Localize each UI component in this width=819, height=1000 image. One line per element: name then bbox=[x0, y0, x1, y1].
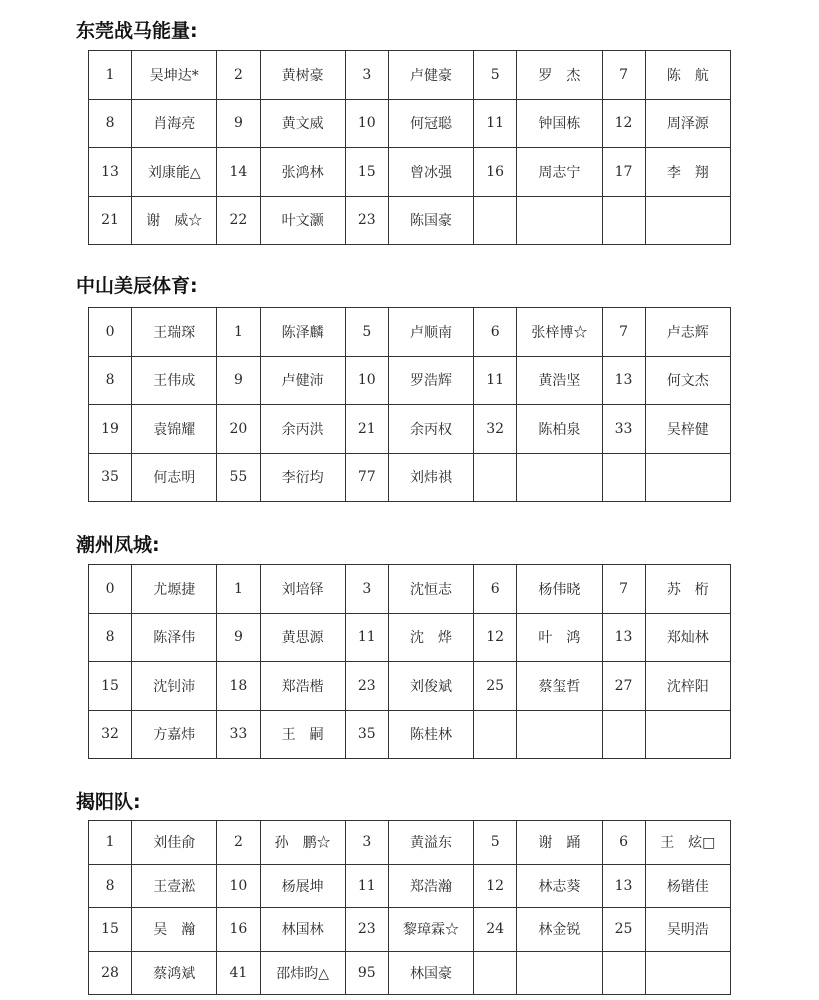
jersey-number-cell: 0 bbox=[89, 565, 132, 614]
player-name-cell: 郑灿林 bbox=[645, 613, 730, 662]
jersey-number-cell: 10 bbox=[345, 356, 388, 405]
player-name-cell: 周泽源 bbox=[645, 99, 730, 148]
player-name-cell bbox=[645, 710, 730, 759]
table-row bbox=[89, 308, 731, 357]
jersey-number-cell bbox=[602, 710, 645, 759]
jersey-number-cell: 12 bbox=[474, 864, 517, 908]
player-name-cell: 陈泽伟 bbox=[132, 613, 217, 662]
player-name-cell: 黄树豪 bbox=[260, 51, 345, 100]
jersey-number-cell: 8 bbox=[89, 613, 132, 662]
team-title-jieyang: 揭阳队: bbox=[76, 791, 141, 813]
roster-table-chaozhou bbox=[88, 564, 731, 759]
player-name-cell: 沈钊沛 bbox=[132, 662, 217, 711]
player-name-cell: 叶文灏 bbox=[260, 196, 345, 245]
player-name-cell: 何冠聪 bbox=[388, 99, 473, 148]
player-name-cell: 林志葵 bbox=[517, 864, 602, 908]
player-name-cell: 钟国栋 bbox=[517, 99, 602, 148]
player-name-cell: 罗 杰 bbox=[517, 51, 602, 100]
jersey-number-cell: 33 bbox=[217, 710, 260, 759]
jersey-number-cell: 12 bbox=[602, 99, 645, 148]
jersey-number-cell: 5 bbox=[474, 821, 517, 865]
jersey-number-cell: 35 bbox=[345, 710, 388, 759]
player-name-cell: 卢志辉 bbox=[645, 308, 730, 357]
jersey-number-cell: 2 bbox=[217, 51, 260, 100]
jersey-number-cell: 77 bbox=[345, 453, 388, 502]
table-row bbox=[89, 51, 731, 100]
jersey-number-cell: 7 bbox=[602, 565, 645, 614]
table-row bbox=[89, 148, 731, 197]
jersey-number-cell: 21 bbox=[89, 196, 132, 245]
player-name-cell: 沈梓阳 bbox=[645, 662, 730, 711]
player-name-cell: 邵炜昀△ bbox=[260, 951, 345, 995]
player-name-cell: 卢健沛 bbox=[260, 356, 345, 405]
jersey-number-cell: 41 bbox=[217, 951, 260, 995]
player-name-cell: 黄思源 bbox=[260, 613, 345, 662]
player-name-cell: 张梓博☆ bbox=[517, 308, 602, 357]
jersey-number-cell: 25 bbox=[602, 908, 645, 952]
jersey-number-cell: 35 bbox=[89, 453, 132, 502]
jersey-number-cell bbox=[602, 196, 645, 245]
player-name-cell bbox=[645, 196, 730, 245]
table-row bbox=[89, 196, 731, 245]
player-name-cell: 王 嗣 bbox=[260, 710, 345, 759]
player-name-cell: 林国林 bbox=[260, 908, 345, 952]
player-name-cell: 郑浩楷 bbox=[260, 662, 345, 711]
player-name-cell: 肖海亮 bbox=[132, 99, 217, 148]
jersey-number-cell: 32 bbox=[474, 405, 517, 454]
player-name-cell: 尤塬捷 bbox=[132, 565, 217, 614]
jersey-number-cell: 13 bbox=[602, 356, 645, 405]
jersey-number-cell: 1 bbox=[217, 565, 260, 614]
jersey-number-cell bbox=[474, 951, 517, 995]
table-row bbox=[89, 908, 731, 952]
player-name-cell: 郑浩瀚 bbox=[388, 864, 473, 908]
team-title-dongguan: 东莞战马能量: bbox=[76, 20, 198, 42]
player-name-cell: 陈 航 bbox=[645, 51, 730, 100]
player-name-cell: 卢健豪 bbox=[388, 51, 473, 100]
player-name-cell: 陈国豪 bbox=[388, 196, 473, 245]
player-name-cell: 黎璋霖☆ bbox=[388, 908, 473, 952]
jersey-number-cell: 15 bbox=[89, 662, 132, 711]
player-name-cell: 何志明 bbox=[132, 453, 217, 502]
jersey-number-cell: 33 bbox=[602, 405, 645, 454]
player-name-cell: 蔡鸿斌 bbox=[132, 951, 217, 995]
table-row bbox=[89, 405, 731, 454]
jersey-number-cell: 7 bbox=[602, 51, 645, 100]
jersey-number-cell: 15 bbox=[345, 148, 388, 197]
jersey-number-cell: 1 bbox=[89, 51, 132, 100]
table-row bbox=[89, 613, 731, 662]
player-name-cell: 叶 鸿 bbox=[517, 613, 602, 662]
jersey-number-cell: 0 bbox=[89, 308, 132, 357]
jersey-number-cell: 18 bbox=[217, 662, 260, 711]
jersey-number-cell: 6 bbox=[474, 308, 517, 357]
jersey-number-cell: 10 bbox=[217, 864, 260, 908]
jersey-number-cell: 14 bbox=[217, 148, 260, 197]
jersey-number-cell bbox=[474, 710, 517, 759]
player-name-cell bbox=[517, 951, 602, 995]
jersey-number-cell: 1 bbox=[89, 821, 132, 865]
jersey-number-cell: 5 bbox=[474, 51, 517, 100]
jersey-number-cell: 24 bbox=[474, 908, 517, 952]
jersey-number-cell: 13 bbox=[602, 613, 645, 662]
jersey-number-cell: 6 bbox=[602, 821, 645, 865]
player-name-cell: 陈泽麟 bbox=[260, 308, 345, 357]
jersey-number-cell: 19 bbox=[89, 405, 132, 454]
jersey-number-cell: 28 bbox=[89, 951, 132, 995]
player-name-cell: 吴 瀚 bbox=[132, 908, 217, 952]
team-title-chaozhou: 潮州凤城: bbox=[76, 534, 160, 556]
player-name-cell: 曾冰强 bbox=[388, 148, 473, 197]
player-name-cell: 杨伟晓 bbox=[517, 565, 602, 614]
jersey-number-cell: 3 bbox=[345, 565, 388, 614]
roster-table-zhongshan bbox=[88, 307, 731, 502]
player-name-cell: 刘俊斌 bbox=[388, 662, 473, 711]
jersey-number-cell: 3 bbox=[345, 821, 388, 865]
player-name-cell: 陈桂林 bbox=[388, 710, 473, 759]
table-row bbox=[89, 662, 731, 711]
jersey-number-cell bbox=[602, 453, 645, 502]
player-name-cell: 方嘉炜 bbox=[132, 710, 217, 759]
team-title-zhongshan: 中山美辰体育: bbox=[76, 275, 198, 297]
jersey-number-cell: 25 bbox=[474, 662, 517, 711]
jersey-number-cell: 95 bbox=[345, 951, 388, 995]
jersey-number-cell: 11 bbox=[474, 356, 517, 405]
player-name-cell bbox=[645, 453, 730, 502]
player-name-cell: 罗浩辉 bbox=[388, 356, 473, 405]
jersey-number-cell: 8 bbox=[89, 99, 132, 148]
table-row bbox=[89, 821, 731, 865]
table-row bbox=[89, 951, 731, 995]
player-name-cell bbox=[517, 196, 602, 245]
player-name-cell: 吴坤达* bbox=[132, 51, 217, 100]
table-row bbox=[89, 565, 731, 614]
jersey-number-cell: 17 bbox=[602, 148, 645, 197]
player-name-cell: 林金锐 bbox=[517, 908, 602, 952]
player-name-cell: 苏 桁 bbox=[645, 565, 730, 614]
jersey-number-cell: 1 bbox=[217, 308, 260, 357]
table-row bbox=[89, 864, 731, 908]
player-name-cell: 谢 踊 bbox=[517, 821, 602, 865]
player-name-cell: 李衍均 bbox=[260, 453, 345, 502]
jersey-number-cell bbox=[474, 453, 517, 502]
player-name-cell: 袁锦耀 bbox=[132, 405, 217, 454]
player-name-cell: 陈柏泉 bbox=[517, 405, 602, 454]
jersey-number-cell: 2 bbox=[217, 821, 260, 865]
jersey-number-cell: 7 bbox=[602, 308, 645, 357]
player-name-cell: 林国豪 bbox=[388, 951, 473, 995]
player-name-cell: 蔡玺哲 bbox=[517, 662, 602, 711]
player-name-cell: 张鸿林 bbox=[260, 148, 345, 197]
player-name-cell: 李 翔 bbox=[645, 148, 730, 197]
jersey-number-cell: 11 bbox=[345, 864, 388, 908]
player-name-cell: 周志宁 bbox=[517, 148, 602, 197]
player-name-cell: 王 炫□ bbox=[645, 821, 730, 865]
jersey-number-cell: 8 bbox=[89, 356, 132, 405]
player-name-cell: 孙 鹏☆ bbox=[260, 821, 345, 865]
player-name-cell: 何文杰 bbox=[645, 356, 730, 405]
jersey-number-cell: 9 bbox=[217, 613, 260, 662]
roster-table-jieyang bbox=[88, 820, 731, 995]
jersey-number-cell: 16 bbox=[474, 148, 517, 197]
roster-table-dongguan bbox=[88, 50, 731, 245]
jersey-number-cell: 22 bbox=[217, 196, 260, 245]
table-row bbox=[89, 356, 731, 405]
player-name-cell: 刘佳俞 bbox=[132, 821, 217, 865]
jersey-number-cell bbox=[602, 951, 645, 995]
player-name-cell: 王伟成 bbox=[132, 356, 217, 405]
table-row bbox=[89, 99, 731, 148]
player-name-cell: 沈恒志 bbox=[388, 565, 473, 614]
player-name-cell: 刘培铎 bbox=[260, 565, 345, 614]
jersey-number-cell: 15 bbox=[89, 908, 132, 952]
player-name-cell: 黄溢东 bbox=[388, 821, 473, 865]
jersey-number-cell: 27 bbox=[602, 662, 645, 711]
player-name-cell bbox=[517, 710, 602, 759]
jersey-number-cell: 32 bbox=[89, 710, 132, 759]
player-name-cell bbox=[645, 951, 730, 995]
player-name-cell: 余丙权 bbox=[388, 405, 473, 454]
player-name-cell: 王壹淞 bbox=[132, 864, 217, 908]
player-name-cell: 余丙洪 bbox=[260, 405, 345, 454]
jersey-number-cell: 5 bbox=[345, 308, 388, 357]
player-name-cell: 杨锴佳 bbox=[645, 864, 730, 908]
jersey-number-cell: 9 bbox=[217, 99, 260, 148]
player-name-cell: 吴梓健 bbox=[645, 405, 730, 454]
jersey-number-cell: 6 bbox=[474, 565, 517, 614]
jersey-number-cell: 9 bbox=[217, 356, 260, 405]
table-row bbox=[89, 710, 731, 759]
jersey-number-cell: 10 bbox=[345, 99, 388, 148]
player-name-cell: 卢顺南 bbox=[388, 308, 473, 357]
jersey-number-cell: 23 bbox=[345, 908, 388, 952]
jersey-number-cell: 23 bbox=[345, 196, 388, 245]
jersey-number-cell: 13 bbox=[89, 148, 132, 197]
player-name-cell: 沈 烨 bbox=[388, 613, 473, 662]
jersey-number-cell: 20 bbox=[217, 405, 260, 454]
table-row bbox=[89, 453, 731, 502]
jersey-number-cell: 55 bbox=[217, 453, 260, 502]
jersey-number-cell: 12 bbox=[474, 613, 517, 662]
player-name-cell: 刘炜祺 bbox=[388, 453, 473, 502]
player-name-cell: 王瑞琛 bbox=[132, 308, 217, 357]
jersey-number-cell: 11 bbox=[474, 99, 517, 148]
player-name-cell bbox=[517, 453, 602, 502]
player-name-cell: 杨展坤 bbox=[260, 864, 345, 908]
jersey-number-cell bbox=[474, 196, 517, 245]
jersey-number-cell: 16 bbox=[217, 908, 260, 952]
jersey-number-cell: 8 bbox=[89, 864, 132, 908]
player-name-cell: 刘康能△ bbox=[132, 148, 217, 197]
jersey-number-cell: 3 bbox=[345, 51, 388, 100]
jersey-number-cell: 11 bbox=[345, 613, 388, 662]
jersey-number-cell: 21 bbox=[345, 405, 388, 454]
player-name-cell: 谢 威☆ bbox=[132, 196, 217, 245]
player-name-cell: 黄文威 bbox=[260, 99, 345, 148]
jersey-number-cell: 13 bbox=[602, 864, 645, 908]
player-name-cell: 黄浩坚 bbox=[517, 356, 602, 405]
jersey-number-cell: 23 bbox=[345, 662, 388, 711]
player-name-cell: 吴明浩 bbox=[645, 908, 730, 952]
